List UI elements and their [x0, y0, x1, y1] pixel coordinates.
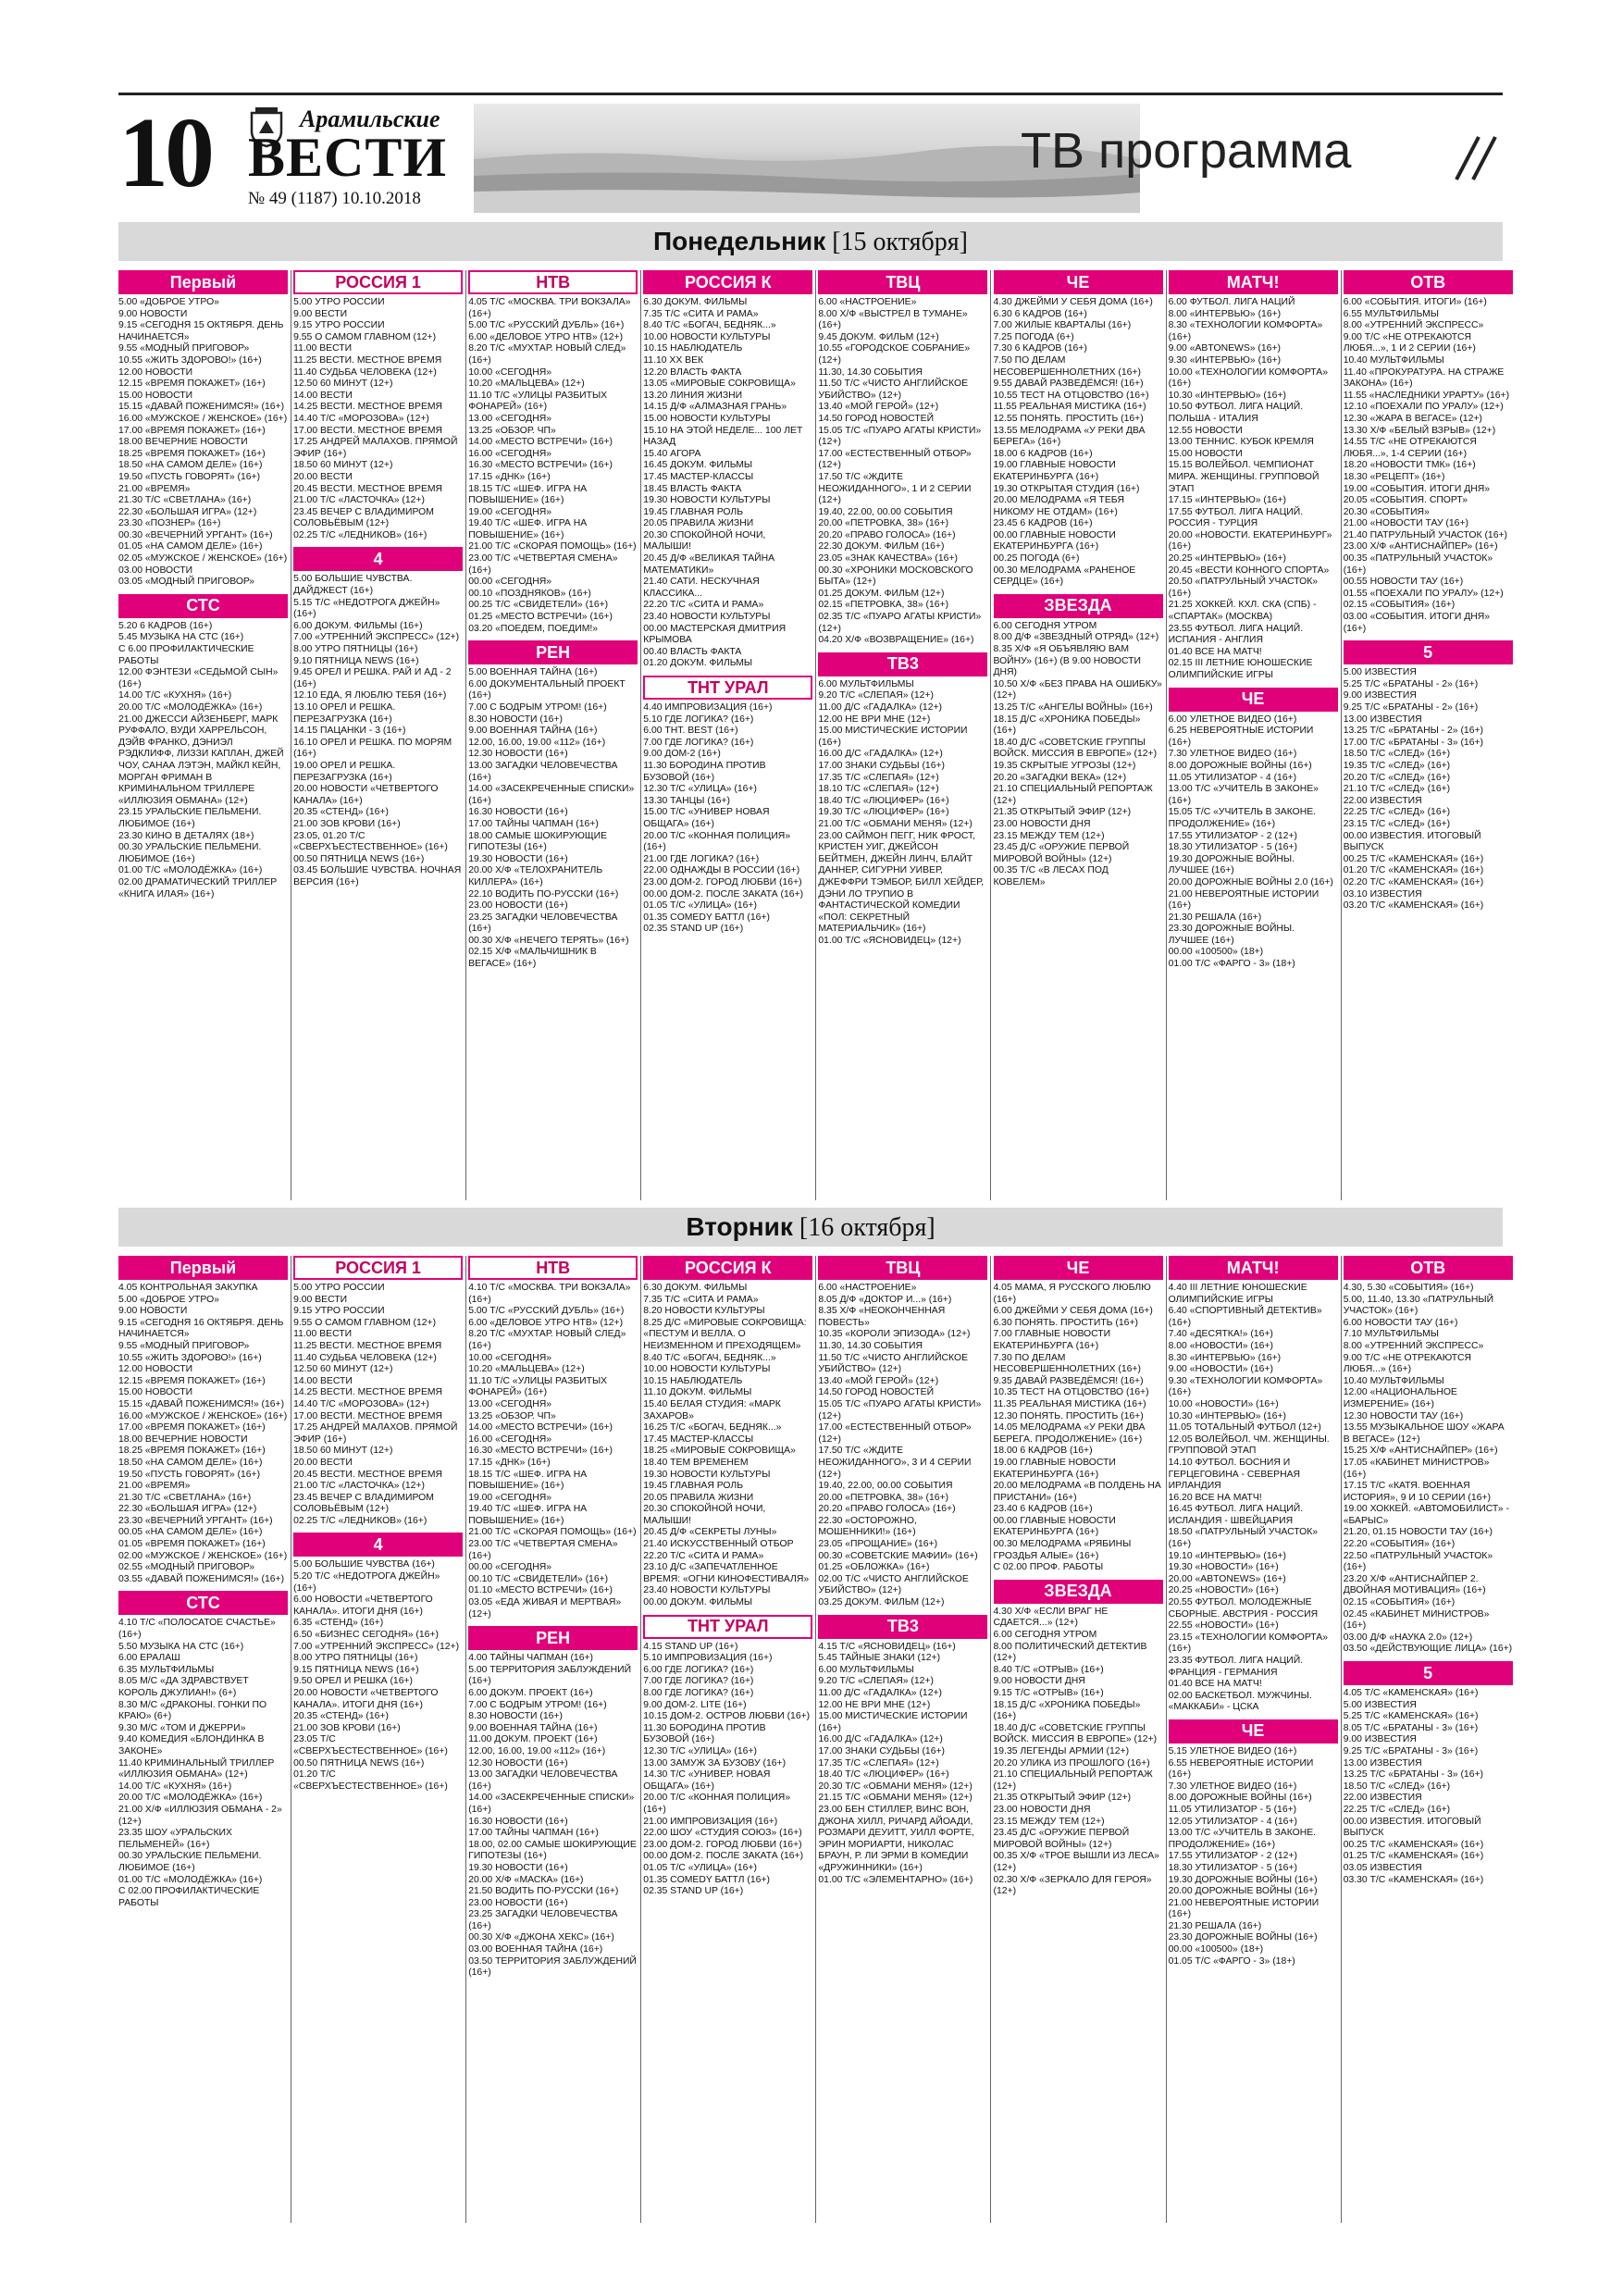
- channel-logo: ТВЦ: [818, 270, 987, 294]
- channel-logo: 4: [293, 547, 463, 571]
- logo-top-word: Арамильские: [300, 105, 440, 132]
- program-listings: 5.00 БОЛЬШИЕ ЧУВСТВА (16+) 5.20 Т/С «НЕДОТРОГА ДЖЕЙН» (16+) 6.00 НОВОСТИ «ЧЕТВЕРТОГО КАНАЛА». ИТОГИ ДНЯ (16+) 6.35 «СТЕНД» (16+) 6.50 «БИЗНЕС СЕГОДНЯ» (16+) 7.00 «УТРЕННИЙ ЭКСПРЕСС» (12+) 8.00 УТРО ПЯТНИЦЫ (16+) 9.15 ПЯТНИЦА NEWS (16+) 9.50 ОРЕЛ И РЕШКА (16+) 20.00 НОВОСТИ «ЧЕТВЕРТОГО КАНАЛА». ИТОГИ ДНЯ (16+) 20.35 «СТЕНД» (16+) 21.00 ЗОВ КРОВИ (16+) 23.05 Т/С «СВЕРХЪЕСТЕСТВЕННОЕ» (16+) 00.50 ПЯТНИЦА NEWS (16+) 01.20 Т/С «СВЕРХЪЕСТЕСТВЕННОЕ» (16+): [293, 1559, 460, 1792]
- day-header: [118, 222, 1503, 261]
- program-listings: 4.40 ИМПРОВИЗАЦИЯ (16+) 5.10 ГДЕ ЛОГИКА? (16+) 6.00 ТНТ. BEST (16+) 7.00 ГДЕ ЛОГИКА? (16+) 9.00 ДОМ-2 (16+) 11.30 БОРОДИНА ПРОТИВ БУЗОВОЙ (16+) 12.30 Т/С «УЛИЦА» (16+) 13.30 ТАНЦЫ (16+) 15.00 Т/С «УНИВЕР НОВАЯ ОБЩАГА» (16+) 20.00 Т/С «КОННАЯ ПОЛИЦИЯ» (16+) 21.00 ГДЕ ЛОГИКА? (16+) 22.00 ОДНАЖДЫ В РОССИИ (16+) 23.00 ДОМ-2. ГОРОД ЛЮБВИ (16+) 00.00 ДОМ-2. ПОСЛЕ ЗАКАТА (16+) 01.05 Т/С «УЛИЦА» (16+) 01.35 COMEDY БАТТЛ (16+) 02.35 STAND UP (16+): [643, 702, 804, 935]
- channel-column: [118, 270, 288, 900]
- channel-grid: [118, 270, 1510, 1200]
- channel-logo: ОТВ: [1344, 270, 1513, 294]
- program-listings: 4.05 КОНТРОЛЬНАЯ ЗАКУПКА 5.00 «ДОБРОЕ УТРО» 9.00 НОВОСТИ 9.15 «СЕГОДНЯ 16 ОКТЯБРЯ. ДЕНЬ НАЧИНАЕТСЯ» 9.55 «МОДНЫЙ ПРИГОВОР» 10.55 «ЖИТЬ ЗДОРОВО!» (16+) 12.00 НОВОСТИ 12.15 «ВРЕМЯ ПОКАЖЕТ» (16+) 15.00 НОВОСТИ 15.15 «ДАВАЙ ПОЖЕНИМСЯ!» (16+) 16.00 «МУЖСКОЕ / ЖЕНСКОЕ» (16+) 17.00 «ВРЕМЯ ПОКАЖЕТ» (16+) 18.00 ВЕЧЕРНИЕ НОВОСТИ 18.25 «ВРЕМЯ ПОКАЖЕТ» (16+) 18.50 «НА САМОМ ДЕЛЕ» (16+) 19.50 «ПУСТЬ ГОВОРЯТ» (16+) 21.00 «ВРЕМЯ» 21.30 Т/С «СВЕТЛАНА» (16+) 22.30 «БОЛЬШАЯ ИГРА» (12+) 23.30 «ВЕЧЕРНИЙ УРГАНТ» (16+) 00.05 «НА САМОМ ДЕЛЕ» (16+) 01.05 «ВРЕМЯ ПОКАЖЕТ» (16+) 02.00 «МУЖСКОЕ / ЖЕНСКОЕ» (16+) 02.55 «МОДНЫЙ ПРИГОВОР» 03.55 «ДАВАЙ ПОЖЕНИМСЯ!» (16+): [118, 1283, 288, 1584]
- channel-logo: ЧЕ: [994, 1256, 1163, 1280]
- channel-logo: ТВЦ: [818, 1256, 987, 1280]
- channel-logo: РОССИЯ К: [643, 1256, 812, 1280]
- channel-logo: РОССИЯ 1: [293, 270, 463, 294]
- channel-logo: ЧЕ: [1169, 688, 1338, 712]
- channel-column: [643, 270, 812, 936]
- program-listings: 4.10 Т/С «МОСКВА. ТРИ ВОКЗАЛА» (16+) 5.00 Т/С «РУССКИЙ ДУБЛЬ» (16+) 6.00 «ДЕЛОВОЕ УТРО НТВ» (12+) 8.20 Т/С «МУХТАР. НОВЫЙ СЛЕД» (16+) 10.00 «СЕГОДНЯ» 10.20 «МАЛЬЦЕВА» (12+) 11.10 Т/С «УЛИЦЫ РАЗБИТЫХ ФОНАРЕЙ» (16+) 13.00 «СЕГОДНЯ» 13.25 «ОБЗОР. ЧП» 14.00 «МЕСТО ВСТРЕЧИ» (16+) 16.00 «СЕГОДНЯ» 16.30 «МЕСТО ВСТРЕЧИ» (16+) 17.15 «ДНК» (16+) 18.15 Т/С «ШЕФ. ИГРА НА ПОВЫШЕНИЕ» (16+) 19.00 «СЕГОДНЯ» 19.40 Т/С «ШЕФ. ИГРА НА ПОВЫШЕНИЕ» (16+) 21.00 Т/С «СКОРАЯ ПОМОЩЬ» (16+) 23.00 Т/С «ЧЕТВЕРТАЯ СМЕНА» (16+) 00.00 «СЕГОДНЯ» 00.10 Т/С «СВИДЕТЕЛИ» (16+) 01.10 «МЕСТО ВСТРЕЧИ» (16+) 03.05 «ЕДА ЖИВАЯ И МЕРТВАЯ» (12+): [468, 1283, 637, 1620]
- day-header: [118, 1208, 1503, 1247]
- day-name: Понедельник: [653, 227, 826, 255]
- column-divider: [1341, 270, 1342, 1200]
- channel-logo: ТВ3: [818, 1615, 987, 1639]
- program-listings: 4.05 МАМА, Я РУССКОГО ЛЮБЛЮ (16+) 6.00 ДЖЕЙМИ У СЕБЯ ДОМА (16+) 6.30 ПОНЯТЬ. ПРОСТИТЬ (16+) 7.00 ГЛАВНЫЕ НОВОСТИ ЕКАТЕРИНБУРГА (16+) 7.30 ПО ДЕЛАМ НЕСОВЕРШЕННОЛЕТНИХ (16+) 9.35 ДАВАЙ РАЗВЕДЁМСЯ! (16+) 10.35 ТЕСТ НА ОТЦОВСТВО (16+) 11.35 РЕАЛЬНАЯ МИСТИКА (16+) 12.30 ПОНЯТЬ. ПРОСТИТЬ (16+) 14.05 МЕЛОДРАМА «У РЕКИ ДВА БЕРЕГА. ПРОДОЛЖЕНИЕ» (16+) 18.00 6 КАДРОВ (16+) 19.00 ГЛАВНЫЕ НОВОСТИ ЕКАТЕРИНБУРГА (16+) 20.00 МЕЛОДРАМА «В ПОЛДЕНЬ НА ПРИСТАНИ» (16+) 23.40 6 КАДРОВ (16+) 00.00 ГЛАВНЫЕ НОВОСТИ ЕКАТЕРИНБУРГА (16+) 00.30 МЕЛОДРАМА «РЯБИНЫ ГРОЗДЬЯ АЛЫЕ» (16+) С 02.00 ПРОФ. РАБОТЫ: [993, 1283, 1161, 1573]
- channel-logo: НТВ: [468, 270, 638, 294]
- channel-column: [994, 1256, 1163, 1898]
- channel-column: [468, 1256, 638, 1980]
- column-divider: [815, 270, 816, 1200]
- channel-logo: 5: [1344, 1661, 1513, 1685]
- program-listings: 4.15 STAND UP (16+) 5.10 ИМПРОВИЗАЦИЯ (16+) 6.00 ГДЕ ЛОГИКА? (16+) 7.00 ГДЕ ЛОГИКА? (16+) 8.00 ГДЕ ЛОГИКА? (16+) 9.00 ДОМ-2. LITE (16+) 10.15 ДОМ-2. ОСТРОВ ЛЮБВИ (16+) 11.30 БОРОДИНА ПРОТИВ БУЗОВОЙ (16+) 12.30 Т/С «УЛИЦА» (16+) 13.00 ЗАМУЖ ЗА БУЗОВУ (16+) 14.30 Т/С «УНИВЕР. НОВАЯ ОБЩАГА» (16+) 20.00 Т/С «КОННАЯ ПОЛИЦИЯ» (16+) 21.00 ИМПРОВИЗАЦИЯ (16+) 22.00 ШОУ «СТУДИЯ СОЮЗ» (16+) 23.00 ДОМ-2. ГОРОД ЛЮБВИ (16+) 00.00 ДОМ-2. ПОСЛЕ ЗАКАТА (16+) 01.05 Т/С «УЛИЦА» (16+) 01.35 COMEDY БАТТЛ (16+) 02.35 STAND UP (16+): [643, 1641, 811, 1897]
- channel-logo: СТС: [118, 594, 288, 618]
- program-listings: 5.00 «ДОБРОЕ УТРО» 9.00 НОВОСТИ 9.15 «СЕГОДНЯ 15 ОКТЯБРЯ. ДЕНЬ НАЧИНАЕТСЯ» 9.55 «МОДНЫЙ ПРИГОВОР» 10.55 «ЖИТЬ ЗДОРОВО!» (16+) 12.00 НОВОСТИ 12.15 «ВРЕМЯ ПОКАЖЕТ» (16+) 15.00 НОВОСТИ 15.15 «ДАВАЙ ПОЖЕНИМСЯ!» (16+) 16.00 «МУЖСКОЕ / ЖЕНСКОЕ» (16+) 17.00 «ВРЕМЯ ПОКАЖЕТ» (16+) 18.00 ВЕЧЕРНИЕ НОВОСТИ 18.25 «ВРЕМЯ ПОКАЖЕТ» (16+) 18.50 «НА САМОМ ДЕЛЕ» (16+) 19.50 «ПУСТЬ ГОВОРЯТ» (16+) 21.00 «ВРЕМЯ» 21.30 Т/С «СВЕТЛАНА» (16+) 22.30 «БОЛЬШАЯ ИГРА» (12+) 23.30 «ПОЗНЕР» (16+) 00.30 «ВЕЧЕРНИЙ УРГАНТ» (16+) 01.05 «НА САМОМ ДЕЛЕ» (16+) 02.05 «МУЖСКОЕ / ЖЕНСКОЕ» (16+) 03.00 НОВОСТИ 03.05 «МОДНЫЙ ПРИГОВОР»: [118, 297, 288, 588]
- channel-column: [468, 270, 638, 971]
- program-listings: 6.30 ДОКУМ. ФИЛЬМЫ 7.35 Т/С «СИТА И РАМА» 8.20 НОВОСТИ КУЛЬТУРЫ 8.25 Д/С «МИРОВЫЕ СОКРОВИЩА: «ПЕСТУМ И ВЕЛЛА. О НЕИЗМЕННОМ И ПРЕХОДЯЩЕМ» 8.40 Т/С «БОГАЧ, БЕДНЯК...» 10.00 НОВОСТИ КУЛЬТУРЫ 10.15 НАБЛЮДАТЕЛЬ 11.10 ДОКУМ. ФИЛЬМЫ 15.40 БЕЛАЯ СТУДИЯ: «МАРК ЗАХАРОВ» 16.25 Т/С «БОГАЧ, БЕДНЯК...» 17.45 МАСТЕР-КЛАССЫ 18.25 «МИРОВЫЕ СОКРОВИЩА» 18.40 ТЕМ ВРЕМЕНЕМ 19.30 НОВОСТИ КУЛЬТУРЫ 19.45 ГЛАВНАЯ РОЛЬ 20.05 ПРАВИЛА ЖИЗНИ 20.30 СПОКОЙНОЙ НОЧИ, МАЛЫШИ! 20.45 Д/Ф «СЕКРЕТЫ ЛУНЫ» 21.40 ИСКУССТВЕННЫЙ ОТБОР 22.20 Т/С «СИТА И РАМА» 23.10 Д/С «ЗАПЕЧАТЛЕННОЕ ВРЕМЯ: «ОГНИ КИНОФЕСТИВАЛЯ» 23.40 НОВОСТИ КУЛЬТУРЫ 00.00 ДОКУМ. ФИЛЬМЫ: [643, 1283, 810, 1608]
- program-listings: 4.00 ТАЙНЫ ЧАПМАН (16+) 5.00 ТЕРРИТОРИЯ ЗАБЛУЖДЕНИЙ (16+) 6.00 ДОКУМ. ПРОЕКТ (16+) 7.00 С БОДРЫМ УТРОМ! (16+) 8.30 НОВОСТИ (16+) 9.00 ВОЕННАЯ ТАЙНА (16+) 11.00 ДОКУМ. ПРОЕКТ (16+) 12.00, 16.00, 19.00 «112» (16+) 12.30 НОВОСТИ (16+) 13.00 ЗАГАДКИ ЧЕЛОВЕЧЕСТВА (16+) 14.00 «ЗАСЕКРЕЧЕННЫЕ СПИСКИ» (16+) 16.30 НОВОСТИ (16+) 17.00 ТАЙНЫ ЧАПМАН (16+) 18.00, 02.00 САМЫЕ ШОКИРУЮЩИЕ ГИПОТЕЗЫ (16+) 19.30 НОВОСТИ (16+) 20.00 Х/Ф «МАСКА» (16+) 21.50 ВОДИТЬ ПО-РУССКИ (16+) 23.00 НОВОСТИ (16+) 23.25 ЗАГАДКИ ЧЕЛОВЕЧЕСТВА (16+) 00.30 Х/Ф «ДЖОНА ХЕКС» (16+) 03.00 ВОЕННАЯ ТАЙНА (16+) 03.50 ТЕРРИТОРИЯ ЗАБЛУЖДЕНИЙ (16+): [468, 1653, 637, 1979]
- day-date: [15 октября]: [825, 228, 968, 256]
- channel-column: [994, 270, 1163, 889]
- program-listings: 4.05 Т/С «КАМЕНСКАЯ» (16+) 5.00 ИЗВЕСТИЯ 5.25 Т/С «КАМЕНСКАЯ» (16+) 8.05 Т/С «БРАТАНЫ - 3» (16+) 9.00 ИЗВЕСТИЯ 9.25 Т/С «БРАТАНЫ - 3» (16+) 13.00 ИЗВЕСТИЯ 13.25 Т/С «БРАТАНЫ - 3» (16+) 18.50 Т/С «СЛЕД» (16+) 22.00 ИЗВЕСТИЯ 22.25 Т/С «СЛЕД» (16+) 00.00 ИЗВЕСТИЯ. ИТОГОВЫЙ ВЫПУСК 00.25 Т/С «КАМЕНСКАЯ» (16+) 01.25 Т/С «КАМЕНСКАЯ» (16+) 03.05 ИЗВЕСТИЯ 03.30 Т/С «КАМЕНСКАЯ» (16+): [1343, 1688, 1484, 1885]
- program-listings: 5.00 БОЛЬШИЕ ЧУВСТВА. ДАЙДЖЕСТ (16+) 5.15 Т/С «НЕДОТРОГА ДЖЕЙН» (16+) 6.00 ДОКУМ. ФИЛЬМЫ (16+) 7.00 «УТРЕННИЙ ЭКСПРЕСС» (12+) 8.00 УТРО ПЯТНИЦЫ (16+) 9.10 ПЯТНИЦА NEWS (16+) 9.45 ОРЕЛ И РЕШКА. РАЙ И АД - 2 (16+) 12.10 ЕДА, Я ЛЮБЛЮ ТЕБЯ (16+) 13.10 ОРЕЛ И РЕШКА. ПЕРЕЗАГРУЗКА (16+) 14.15 ПАЦАНКИ - 3 (16+) 16.10 ОРЕЛ И РЕШКА. ПО МОРЯМ (16+) 19.00 ОРЕЛ И РЕШКА. ПЕРЕЗАГРУЗКА (16+) 20.00 НОВОСТИ «ЧЕТВЕРТОГО КАНАЛА» (16+) 20.35 «СТЕНД» (16+) 21.00 ЗОВ КРОВИ (16+) 23.05, 01.20 Т/С «СВЕРХЪЕСТЕСТВЕННОЕ» (16+) 00.50 ПЯТНИЦА NEWS (16+) 03.45 БОЛЬШИЕ ЧУВСТВА. НОЧНАЯ ВЕРСИЯ (16+): [293, 574, 462, 887]
- program-listings: 5.00 ВОЕННАЯ ТАЙНА (16+) 6.00 ДОКУМЕНТАЛЬНЫЙ ПРОЕКТ (16+) 7.00 С БОДРЫМ УТРОМ! (16+) 8.30 НОВОСТИ (16+) 9.00 ВОЕННАЯ ТАЙНА (16+) 12.00, 16.00, 19.00 «112» (16+) 12.30 НОВОСТИ (16+) 13.00 ЗАГАДКИ ЧЕЛОВЕЧЕСТВА (16+) 14.00 «ЗАСЕКРЕЧЕННЫЕ СПИСКИ» (16+) 16.30 НОВОСТИ (16+) 17.00 ТАЙНЫ ЧАПМАН (16+) 18.00 САМЫЕ ШОКИРУЮЩИЕ ГИПОТЕЗЫ (16+) 19.30 НОВОСТИ (16+) 20.00 Х/Ф «ТЕЛОХРАНИТЕЛЬ КИЛЛЕРА» (16+) 22.10 ВОДИТЬ ПО-РУССКИ (16+) 23.00 НОВОСТИ (16+) 23.25 ЗАГАДКИ ЧЕЛОВЕЧЕСТВА (16+) 00.30 Х/Ф «НЕЧЕГО ТЕРЯТЬ» (16+) 02.15 Х/Ф «МАЛЬЧИШНИК В ВЕГАСЕ» (16+): [468, 667, 635, 970]
- issue-line: № 49 (1187) 10.10.2018: [248, 189, 421, 208]
- program-listings: 6.00 УЛЕТНОЕ ВИДЕО (16+) 6.25 НЕВЕРОЯТНЫЕ ИСТОРИИ (16+) 7.30 УЛЕТНОЕ ВИДЕО (16+) 8.00 ДОРОЖНЫЕ ВОЙНЫ (16+) 11.05 УТИЛИЗАТОР - 4 (16+) 13.00 Т/С «УЧИТЕЛЬ В ЗАКОНЕ» (16+) 15.05 Т/С «УЧИТЕЛЬ В ЗАКОНЕ. ПРОДОЛЖЕНИЕ» (16+) 17.55 УТИЛИЗАТОР - 2 (12+) 18.30 УТИЛИЗАТОР - 5 (16+) 19.30 ДОРОЖНЫЕ ВОЙНЫ. ЛУЧШЕЕ (16+) 20.00 ДОРОЖНЫЕ ВОЙНЫ 2.0 (16+) 21.00 НЕВЕРОЯТНЫЕ ИСТОРИИ (16+) 21.30 РЕШАЛА (16+) 23.30 ДОРОЖНЫЕ ВОЙНЫ. ЛУЧШЕЕ (16+) 00.00 «100500» (18+) 01.00 Т/С «ФАРГО - 3» (18+): [1168, 714, 1333, 970]
- channel-column: [818, 270, 987, 947]
- program-listings: 4.10 Т/С «ПОЛОСАТОЕ СЧАСТЬЕ» (16+) 5.50 МУЗЫКА НА СТС (16+) 6.00 ЕРАЛАШ 6.35 МУЛЬТФИЛЬМЫ 8.05 М/С «ДА ЗДРАВСТВУЕТ КОРОЛЬ ДЖУЛИАН!» (6+) 8.30 М/С «ДРАКОНЫ. ГОНКИ ПО КРАЮ» (6+) 9.30 М/С «ТОМ И ДЖЕРРИ» 9.40 КОМЕДИЯ «БЛОНДИНКА В ЗАКОНЕ» 11.40 КРИМИНАЛЬНЫЙ ТРИЛЛЕР «ИЛЛЮЗИЯ ОБМАНА» (12+) 14.00 Т/С «КУХНЯ» (16+) 20.00 Т/С «МОЛОДЁЖКА» (16+) 21.00 Х/Ф «ИЛЛЮЗИЯ ОБМАНА - 2» (12+) 23.35 ШОУ «УРАЛЬСКИХ ПЕЛЬМЕНЕЙ» (16+) 00.30 УРАЛЬСКИЕ ПЕЛЬМЕНИ. ЛЮБИМОЕ (16+) 01.00 Т/С «МОЛОДЁЖКА» (16+) С 02.00 ПРОФИЛАКТИЧЕСКИЕ РАБОТЫ: [118, 1618, 282, 1908]
- column-divider: [815, 1256, 816, 2223]
- channel-logo: ЧЕ: [1169, 1719, 1338, 1744]
- program-listings: 6.30 ДОКУМ. ФИЛЬМЫ 7.35 Т/С «СИТА И РАМА» 8.40 Т/С «БОГАЧ, БЕДНЯК...» 10.00 НОВОСТИ КУЛЬТУРЫ 10.15 НАБЛЮДАТЕЛЬ 11.10 XX ВЕК 12.20 ВЛАСТЬ ФАКТА 13.05 «МИРОВЫЕ СОКРОВИЩА» 13.20 ЛИНИЯ ЖИЗНИ 14.15 Д/Ф «АЛМАЗНАЯ ГРАНЬ» 15.00 НОВОСТИ КУЛЬТУРЫ 15.10 НА ЭТОЙ НЕДЕЛЕ... 100 ЛЕТ НАЗАД 15.40 АГОРА 16.45 ДОКУМ. ФИЛЬМЫ 17.45 МАСТЕР-КЛАССЫ 18.45 ВЛАСТЬ ФАКТА 19.30 НОВОСТИ КУЛЬТУРЫ 19.45 ГЛАВНАЯ РОЛЬ 20.05 ПРАВИЛА ЖИЗНИ 20.30 СПОКОЙНОЙ НОЧИ, МАЛЫШИ! 20.45 Д/Ф «ВЕЛИКАЯ ТАЙНА МАТЕМАТИКИ» 21.40 САТИ. НЕСКУЧНАЯ КЛАССИКА... 22.20 Т/С «СИТА И РАМА» 23.40 НОВОСТИ КУЛЬТУРЫ 00.00 МАСТЕРСКАЯ ДМИТРИЯ КРЫМОВА 00.40 ВЛАСТЬ ФАКТА 01.20 ДОКУМ. ФИЛЬМЫ: [643, 297, 803, 669]
- double-slash-icon: [1451, 135, 1501, 181]
- channel-logo: ЗВЕЗДА: [994, 1580, 1163, 1604]
- program-listings: 4.30, 5.30 «СОБЫТИЯ» (16+) 5.00, 11.40, 13.30 «ПАТРУЛЬНЫЙ УЧАСТОК» (16+) 6.00 НОВОСТИ ТАУ (16+) 7.10 МУЛЬТФИЛЬМЫ 8.00 «УТРЕННИЙ ЭКСПРЕСС» 9.00 Т/С «НЕ ОТРЕКАЮТСЯ ЛЮБЯ...» (16+) 10.40 МУЛЬТФИЛЬМЫ 12.00 «НАЦИОНАЛЬНОЕ ИЗМЕРЕНИЕ» (16+) 12.30 НОВОСТИ ТАУ (16+) 13.55 МУЗЫКАЛЬНОЕ ШОУ «ЖАРА В ВЕГАСЕ» (12+) 15.25 Х/Ф «АНТИСНАЙПЕР» (16+) 17.05 «КАБИНЕТ МИНИСТРОВ» (16+) 17.15 Т/С «КАТЯ. ВОЕННАЯ ИСТОРИЯ», 9 И 10 СЕРИИ (16+) 19.00 ХОККЕЙ. «АВТОМОБИЛИСТ» - «БАРЫС» 21.20, 01.15 НОВОСТИ ТАУ (16+) 22.20 «СОБЫТИЯ» (16+) 22.50 «ПАТРУЛЬНЫЙ УЧАСТОК» (16+) 23.20 Х/Ф «АНТИСНАЙПЕР 2. ДВОЙНАЯ МОТИВАЦИЯ» (16+) 02.15 «СОБЫТИЯ» (16+) 02.45 «КАБИНЕТ МИНИСТРОВ» (16+) 03.00 Д/Ф «НАУКА 2.0» (12+) 03.50 «ДЕЙСТВУЮЩИЕ ЛИЦА» (16+): [1343, 1283, 1513, 1655]
- channel-column: [118, 1256, 288, 1909]
- program-listings: 6.00 ФУТБОЛ. ЛИГА НАЦИЙ 8.00 «ИНТЕРВЬЮ» (16+) 8.30 «ТЕХНОЛОГИИ КОМФОРТА» (16+) 9.00 «ABTONEWS» (16+) 9.30 «ИНТЕРВЬЮ» (16+) 10.00 «ТЕХНОЛОГИИ КОМФОРТА» (16+) 10.30 «ИНТЕРВЬЮ» (16+) 10.50 ФУТБОЛ. ЛИГА НАЦИЙ. ПОЛЬША - ИТАЛИЯ 12.55 НОВОСТИ 13.00 ТЕННИС. КУБОК КРЕМЛЯ 15.00 НОВОСТИ 15.15 ВОЛЕЙБОЛ. ЧЕМПИОНАТ МИРА. ЖЕНЩИНЫ. ГРУППОВОЙ ЭТАП 17.15 «ИНТЕРВЬЮ» (16+) 17.55 ФУТБОЛ. ЛИГА НАЦИЙ. РОССИЯ - ТУРЦИЯ 20.00 «НОВОСТИ. ЕКАТЕРИНБУРГ» (16+) 20.25 «ИНТЕРВЬЮ» (16+) 20.45 «ВЕСТИ КОННОГО СПОРТА» 20.50 «ПАТРУЛЬНЫЙ УЧАСТОК» (16+) 21.25 ХОККЕЙ. КХЛ. СКА (СПБ) - «СПАРТАК» (МОСКВА) 23.55 ФУТБОЛ. ЛИГА НАЦИЙ. ИСПАНИЯ - АНГЛИЯ 01.40 ВСЕ НА МАТЧ! 02.15 III ЛЕТНИЕ ЮНОШЕСКИЕ ОЛИМПИЙСКИЕ ИГРЫ: [1168, 297, 1332, 680]
- program-listings: 4.30 Х/Ф «ЕСЛИ ВРАГ НЕ СДАЕТСЯ...» (12+) 6.00 СЕГОДНЯ УТРОМ 8.00 ПОЛИТИЧЕСКИЙ ДЕТЕКТИВ (12+) 8.40 Т/С «ОТРЫВ» (16+) 9.00 НОВОСТИ ДНЯ 9.15 Т/С «ОТРЫВ» (16+) 18.15 Д/С «ХРОНИКА ПОБЕДЫ» (16+) 18.40 Д/С «СОВЕТСКИЕ ГРУППЫ ВОЙСК. МИССИЯ В ЕВРОПЕ» (12+) 19.35 ЛЕГЕНДЫ АРМИИ (12+) 20.20 УЛИКА ИЗ ПРОШЛОГО (16+) 21.10 СПЕЦИАЛЬНЫЙ РЕПОРТАЖ (12+) 21.35 ОТКРЫТЫЙ ЭФИР (12+) 23.00 НОВОСТИ ДНЯ 23.15 МЕЖДУ ТЕМ (12+) 23.45 Д/С «ОРУЖИЕ ПЕРВОЙ МИРОВОЙ ВОЙНЫ» (12+) 00.35 Х/Ф «ТРОЕ ВЫШЛИ ИЗ ЛЕСА» (12+) 02.30 Х/Ф «ЗЕРКАЛО ДЛЯ ГЕРОЯ» (12+): [993, 1606, 1159, 1897]
- channel-logo: ОТВ: [1344, 1256, 1513, 1280]
- program-listings: 4.30 ДЖЕЙМИ У СЕБЯ ДОМА (16+) 6.30 6 КАДРОВ (16+) 7.00 ЖИЛЫЕ КВАРТАЛЫ (16+) 7.25 ПОГОДА (6+) 7.30 6 КАДРОВ (16+) 7.50 ПО ДЕЛАМ НЕСОВЕРШЕННОЛЕТНИХ (16+) 9.55 ДАВАЙ РАЗВЕДЁМСЯ! (16+) 10.55 ТЕСТ НА ОТЦОВСТВО (16+) 11.55 РЕАЛЬНАЯ МИСТИКА (16+) 12.55 ПОНЯТЬ. ПРОСТИТЬ (16+) 13.55 МЕЛОДРАМА «У РЕКИ ДВА БЕРЕГА» (16+) 18.00 6 КАДРОВ (16+) 19.00 ГЛАВНЫЕ НОВОСТИ ЕКАТЕРИНБУРГА (16+) 19.30 ОТКРЫТАЯ СТУДИЯ (16+) 20.00 МЕЛОДРАМА «Я ТЕБЯ НИКОМУ НЕ ОТДАМ» (16+) 23.45 6 КАДРОВ (16+) 00.00 ГЛАВНЫЕ НОВОСТИ ЕКАТЕРИНБУРГА (16+) 00.25 ПОГОДА (6+) 00.30 МЕЛОДРАМА «РАНЕНОЕ СЕРДЦЕ» (16+): [993, 297, 1153, 588]
- channel-column: [1344, 1256, 1513, 1886]
- day-name: Вторник: [686, 1212, 793, 1241]
- program-listings: 4.40 III ЛЕТНИЕ ЮНОШЕСКИЕ ОЛИМПИЙСКИЕ ИГРЫ 6.40 «СПОРТИВНЫЙ ДЕТЕКТИВ» (16+) 7.40 «ДЕСЯТКА!» (16+) 8.00 «НОВОСТИ» (16+) 8.30 «ИНТЕРВЬЮ» (16+) 9.00 «НОВОСТИ» (16+) 9.30 «ТЕХНОЛОГИИ КОМФОРТА» (16+) 10.00 «НОВОСТИ» (16+) 10.30 «ИНТЕРВЬЮ» (16+) 11.05 ТОТАЛЬНЫЙ ФУТБОЛ (12+) 12.05 ВОЛЕЙБОЛ. ЧМ. ЖЕНЩИНЫ. ГРУППОВОЙ ЭТАП 14.10 ФУТБОЛ. БОСНИЯ И ГЕРЦЕГОВИНА - СЕВЕРНАЯ ИРЛАНДИЯ 16.20 ВСЕ НА МАТЧ! 16.45 ФУТБОЛ. ЛИГА НАЦИЙ. ИСЛАНДИЯ - ШВЕЙЦАРИЯ 18.50 «ПАТРУЛЬНЫЙ УЧАСТОК» (16+) 19.10 «ИНТЕРВЬЮ» (16+) 19.30 «НОВОСТИ» (16+) 20.00 «ABTONEWS» (16+) 20.25 «НОВОСТИ» (16+) 20.55 ФУТБОЛ. МОЛОДЕЖНЫЕ СБОРНЫЕ. АВСТРИЯ - РОССИЯ 22.55 «НОВОСТИ» (16+) 23.15 «ТЕХНОЛОГИИ КОМФОРТА» (16+) 23.35 ФУТБОЛ. ЛИГА НАЦИЙ. ФРАНЦИЯ - ГЕРМАНИЯ 01.40 ВСЕ НА МАТЧ! 02.00 БАСКЕТБОЛ. МУЖЧИНЫ. «МАККАБИ» - ЦСКА: [1168, 1283, 1330, 1713]
- program-listings: 5.20 6 КАДРОВ (16+) 5.45 МУЗЫКА НА СТС (16+) С 6.00 ПРОФИЛАКТИЧЕСКИЕ РАБОТЫ 12.00 ФЭНТЕЗИ «СЕДЬМОЙ СЫН» (16+) 14.00 Т/С «КУХНЯ» (16+) 20.00 Т/С «МОЛОДЁЖКА» (16+) 21.00 ДЖЕССИ АЙЗЕНБЕРГ, МАРК РУФФАЛО, ВУДИ ХАРРЕЛЬСОН, ДЭЙВ ФРАНКО, ДЭНИЭЛ РЭДКЛИФФ, ЛИЗЗИ КАПЛАН, ДЖЕЙ ЧОУ, САНАА ЛЭТЭН, МАЙКЛ КЕЙН, МОРГАН ФРИМАН В КРИМИНАЛЬНОМ ТРИЛЛЕРЕ «ИЛЛЮЗИЯ ОБМАНА» (12+) 23.15 УРАЛЬСКИЕ ПЕЛЬМЕНИ. ЛЮБИМОЕ (16+) 23.30 КИНО В ДЕТАЛЯХ (18+) 00.30 УРАЛЬСКИЕ ПЕЛЬМЕНИ. ЛЮБИМОЕ (16+) 01.00 Т/С «МОЛОДЁЖКА» (16+) 02.00 ДРАМАТИЧЕСКИЙ ТРИЛЛЕР «КНИГА ИЛАЯ» (16+): [118, 620, 284, 900]
- channel-logo: 5: [1344, 640, 1513, 664]
- column-divider: [465, 270, 466, 1200]
- program-listings: 6.00 «НАСТРОЕНИЕ» 8.00 Х/Ф «ВЫСТРЕЛ В ТУМАНЕ» (16+) 9.45 ДОКУМ. ФИЛЬМ (12+) 10.55 «ГОРОДСКОЕ СОБРАНИЕ» (12+) 11.30, 14.30 СОБЫТИЯ 11.50 Т/С «ЧИСТО АНГЛИЙСКОЕ УБИЙСТВО» (12+) 13.40 «МОЙ ГЕРОЙ» (12+) 14.50 ГОРОД НОВОСТЕЙ 15.05 Т/С «ПУАРО АГАТЫ КРИСТИ» (12+) 17.00 «ЕСТЕСТВЕННЫЙ ОТБОР» (12+) 17.50 Т/С «ЖДИТЕ НЕОЖИДАННОГО», 1 И 2 СЕРИИ (12+) 19.40, 22.00, 00.00 СОБЫТИЯ 20.00 «ПЕТРОВКА, 38» (16+) 20.20 «ПРАВО ГОЛОСА» (16+) 22.30 ДОКУМ. ФИЛЬМ (16+) 23.05 «ЗНАК КАЧЕСТВА» (16+) 00.30 «ХРОНИКИ МОСКОВСКОГО БЫТА» (12+) 01.25 ДОКУМ. ФИЛЬМ (12+) 02.15 «ПЕТРОВКА, 38» (16+) 02.35 Т/С «ПУАРО АГАТЫ КРИСТИ» (12+) 04.20 Х/Ф «ВОЗВРАЩЕНИЕ» (16+): [818, 297, 982, 646]
- page-number: 10: [118, 98, 211, 208]
- program-listings: 6.00 МУЛЬТФИЛЬМЫ 9.20 Т/С «СЛЕПАЯ» (12+) 11.00 Д/С «ГАДАЛКА» (12+) 12.00 НЕ ВРИ МНЕ (12+) 15.00 МИСТИЧЕСКИЕ ИСТОРИИ (16+) 16.00 Д/С «ГАДАЛКА» (12+) 17.00 ЗНАКИ СУДЬБЫ (16+) 17.35 Т/С «СЛЕПАЯ» (12+) 18.10 Т/С «СЛЕПАЯ» (12+) 18.40 Т/С «ЛЮЦИФЕР» (16+) 19.30 Т/С «ЛЮЦИФЕР» (16+) 21.00 Т/С «ОБМАНИ МЕНЯ» (12+) 23.00 САЙМОН ПЕГГ, НИК ФРОСТ, КРИСТЕН УИГ, ДЖЕЙСОН БЕЙТМЕН, ДЖЕЙН ЛИНЧ, БЛАЙТ ДАННЕР, СИГУРНИ УИВЕР, ДЖЕФФРИ ТЭМБОР, БИЛЛ ХЕЙДЕР, ДЭНИ ЛО ТРУПИО В ФАНТАСТИЧЕСКОЙ КОМЕДИИ «ПОЛ: СЕКРЕТНЫЙ МАТЕРИАЛЬЧИК» (16+) 01.00 Т/С «ЯСНОВИДЕЦ» (12+): [818, 678, 984, 946]
- channel-logo: МАТЧ!: [1169, 1256, 1338, 1280]
- column-divider: [1341, 1256, 1342, 2223]
- channel-logo: Первый: [118, 1256, 288, 1280]
- program-listings: 5.15 УЛЕТНОЕ ВИДЕО (16+) 6.55 НЕВЕРОЯТНЫЕ ИСТОРИИ (16+) 7.30 УЛЕТНОЕ ВИДЕО (16+) 8.00 ДОРОЖНЫЕ ВОЙНЫ (16+) 11.05 УТИЛИЗАТОР - 5 (16+) 12.05 УТИЛИЗАТОР - 4 (16+) 13.00 Т/С «УЧИТЕЛЬ В ЗАКОНЕ. ПРОДОЛЖЕНИЕ» (16+) 17.55 УТИЛИЗАТОР - 2 (12+) 18.30 УТИЛИЗАТОР - 5 (16+) 19.30 ДОРОЖНЫЕ ВОЙНЫ (16+) 20.00 ДОРОЖНЫЕ ВОЙНЫ (16+) 21.00 НЕВЕРОЯТНЫЕ ИСТОРИИ (16+) 21.30 РЕШАЛА (16+) 23.30 ДОРОЖНЫЕ ВОЙНЫ (16+) 00.00 «100500» (18+) 01.05 Т/С «ФАРГО - 3» (18+): [1168, 1745, 1319, 1967]
- column-divider: [640, 1256, 641, 2223]
- column-divider: [990, 270, 991, 1200]
- column-divider: [465, 1256, 466, 2223]
- channel-logo: ЗВЕЗДА: [994, 594, 1163, 618]
- channel-logo: ТНТ УРАЛ: [643, 1615, 812, 1639]
- newspaper-page: [118, 93, 1513, 2240]
- channel-column: [1169, 270, 1338, 971]
- program-listings: 5.00 УТРО РОССИИ 9.00 ВЕСТИ 9.15 УТРО РОССИИ 9.55 О САМОМ ГЛАВНОМ (12+) 11.00 ВЕСТИ 11.25 ВЕСТИ. МЕСТНОЕ ВРЕМЯ 11.40 СУДЬБА ЧЕЛОВЕКА (12+) 12.50 60 МИНУТ (12+) 14.00 ВЕСТИ 14.25 ВЕСТИ. МЕСТНОЕ ВРЕМЯ 14.40 Т/С «МОРОЗОВА» (12+) 17.00 ВЕСТИ. МЕСТНОЕ ВРЕМЯ 17.25 АНДРЕЙ МАЛАХОВ. ПРЯМОЙ ЭФИР (16+) 18.50 60 МИНУТ (12+) 20.00 ВЕСТИ 20.45 ВЕСТИ. МЕСТНОЕ ВРЕМЯ 21.00 Т/С «ЛАСТОЧКА» (12+) 23.45 ВЕЧЕР С ВЛАДИМИРОМ СОЛОВЬЁВЫМ (12+) 02.25 Т/С «ЛЕДНИКОВ» (16+): [293, 1283, 458, 1526]
- channel-logo: ЧЕ: [994, 270, 1163, 294]
- channel-logo: Первый: [118, 270, 288, 294]
- program-listings: 4.05 Т/С «МОСКВА. ТРИ ВОКЗАЛА» (16+) 5.00 Т/С «РУССКИЙ ДУБЛЬ» (16+) 6.00 «ДЕЛОВОЕ УТРО НТВ» (12+) 8.20 Т/С «МУХТАР. НОВЫЙ СЛЕД» (16+) 10.00 «СЕГОДНЯ» 10.20 «МАЛЬЦЕВА» (12+) 11.10 Т/С «УЛИЦЫ РАЗБИТЫХ ФОНАРЕЙ» (16+) 13.00 «СЕГОДНЯ» 13.25 «ОБЗОР. ЧП» 14.00 «МЕСТО ВСТРЕЧИ» (16+) 16.00 «СЕГОДНЯ» 16.30 «МЕСТО ВСТРЕЧИ» (16+) 17.15 «ДНК» (16+) 18.15 Т/С «ШЕФ. ИГРА НА ПОВЫШЕНИЕ» (16+) 19.00 «СЕГОДНЯ» 19.40 Т/С «ШЕФ. ИГРА НА ПОВЫШЕНИЕ» (16+) 21.00 Т/С «СКОРАЯ ПОМОЩЬ» (16+) 23.00 Т/С «ЧЕТВЕРТАЯ СМЕНА» (16+) 00.00 «СЕГОДНЯ» 00.10 «ПОЗДНЯКОВ» (16+) 00.25 Т/С «СВИДЕТЕЛИ» (16+) 01.25 «МЕСТО ВСТРЕЧИ» (16+) 03.20 «ПОЕДЕМ, ПОЕДИМ!»: [468, 297, 637, 634]
- channel-column: [1344, 270, 1513, 912]
- column-divider: [990, 1256, 991, 2223]
- channel-column: [1169, 1256, 1338, 1967]
- channel-logo: ТВ3: [818, 652, 987, 676]
- channel-logo: СТС: [118, 1591, 288, 1615]
- page-header: [118, 98, 1503, 215]
- channel-column: [293, 270, 463, 889]
- channel-grid: [118, 1256, 1513, 2223]
- column-divider: [1166, 270, 1167, 1200]
- program-listings: 5.00 ИЗВЕСТИЯ 5.25 Т/С «БРАТАНЫ - 2» (16+) 9.00 ИЗВЕСТИЯ 9.25 Т/С «БРАТАНЫ - 2» (16+) 13.00 ИЗВЕСТИЯ 13.25 Т/С «БРАТАНЫ - 2» (16+) 17.00 Т/С «БРАТАНЫ - 3» (16+) 18.50 Т/С «СЛЕД» (16+) 19.35 Т/С «СЛЕД» (16+) 20.20 Т/С «СЛЕД» (16+) 21.10 Т/С «СЛЕД» (16+) 22.00 ИЗВЕСТИЯ 22.25 Т/С «СЛЕД» (16+) 23.15 Т/С «СЛЕД» (16+) 00.00 ИЗВЕСТИЯ. ИТОГОВЫЙ ВЫПУСК 00.25 Т/С «КАМЕНСКАЯ» (16+) 01.20 Т/С «КАМЕНСКАЯ» (16+) 02.20 Т/С «КАМЕНСКАЯ» (16+) 03.10 ИЗВЕСТИЯ 03.20 Т/С «КАМЕНСКАЯ» (16+): [1343, 667, 1484, 912]
- program-listings: 4.15 Т/С «ЯСНОВИДЕЦ» (16+) 5.45 ТАЙНЫЕ ЗНАКИ (12+) 6.00 МУЛЬТФИЛЬМЫ 9.20 Т/С «СЛЕПАЯ» (12+) 11.00 Д/С «ГАДАЛКА» (12+) 12.00 НЕ ВРИ МНЕ (12+) 15.00 МИСТИЧЕСКИЕ ИСТОРИИ (16+) 16.00 Д/С «ГАДАЛКА» (12+) 17.00 ЗНАКИ СУДЬБЫ (16+) 17.35 Т/С «СЛЕПАЯ» (12+) 18.40 Т/С «ЛЮЦИФЕР» (16+) 20.30 Т/С «ОБМАНИ МЕНЯ» (12+) 21.15 Т/С «ОБМАНИ МЕНЯ» (12+) 23.00 БЕН СТИЛЛЕР, ВИНС ВОН, ДЖОНА ХИЛЛ, РИЧАРД АЙОАДИ, РОЗМАРИ ДЕУИТТ, УИЛЛ ФОРТЕ, ЭРИН МОРИАРТИ, НИКОЛАС БРАУН, Р. ЛИ ЭРМИ В КОМЕДИИ «ДРУЖИННИКИ» (16+) 01.00 Т/С «ЭЛЕМЕНТАРНО» (16+): [818, 1641, 974, 1885]
- program-listings: 6.00 «СОБЫТИЯ. ИТОГИ» (16+) 6.55 МУЛЬТФИЛЬМЫ 8.00 «УТРЕННИЙ ЭКСПРЕСС» 9.00 Т/С «НЕ ОТРЕКАЮТСЯ ЛЮБЯ...», 1 И 2 СЕРИИ (16+) 10.40 МУЛЬТФИЛЬМЫ 11.40 «ПРОКУРАТУРА. НА СТРАЖЕ ЗАКОНА» (16+) 11.55 «НАСЛЕДНИКИ УРАРТУ» (16+) 12.10 «ПОЕХАЛИ ПО УРАЛУ» (12+) 12.30 «ЖАРА В ВЕГАСЕ» (12+) 13.30 Х/Ф «БЕЛЫЙ ВЗРЫВ» (12+) 14.55 Т/С «НЕ ОТРЕКАЮТСЯ ЛЮБЯ...», 1-4 СЕРИИ (16+) 18.20 «НОВОСТИ ТМК» (16+) 18.30 «РЕЦЕПТ» (16+) 19.00 «СОБЫТИЯ. ИТОГИ ДНЯ» 20.05 «СОБЫТИЯ. СПОРТ» 20.30 «СОБЫТИЯ» 21.00 «НОВОСТИ ТАУ (16+) 21.40 ПАТРУЛЬНЫЙ УЧАСТОК (16+) 23.00 Х/Ф «АНТИСНАЙПЕР» (16+) 00.35 «ПАТРУЛЬНЫЙ УЧАСТОК» (16+) 00.55 НОВОСТИ ТАУ (16+) 01.55 «ПОЕХАЛИ ПО УРАЛУ» (12+) 02.15 «СОБЫТИЯ» (16+) 03.00 «СОБЫТИЯ. ИТОГИ ДНЯ» (16+): [1343, 297, 1510, 634]
- program-listings: 6.00 «НАСТРОЕНИЕ» 8.05 Д/Ф «ДОКТОР И...» (16+) 8.35 Х/Ф «НЕОКОНЧЕННАЯ ПОВЕСТЬ» 10.35 «КОРОЛИ ЭПИЗОДА» (12+) 11.30, 14.30 СОБЫТИЯ 11.50 Т/С «ЧИСТО АНГЛИЙСКОЕ УБИЙСТВО» (12+) 13.40 «МОЙ ГЕРОЙ» (12+) 14.50 ГОРОД НОВОСТЕЙ 15.05 Т/С «ПУАРО АГАТЫ КРИСТИ» (12+) 17.00 «ЕСТЕСТВЕННЫЙ ОТБОР» (12+) 17.50 Т/С «ЖДИТЕ НЕОЖИДАННОГО», 3 И 4 СЕРИИ (12+) 19.40, 22.00, 00.00 СОБЫТИЯ 20.00 «ПЕТРОВКА, 38» (16+) 20.20 «ПРАВО ГОЛОСА» (16+) 22.30 «ОСТОРОЖНО, МОШЕННИКИ!» (16+) 23.05 «ПРОЩАНИЕ» (16+) 00.30 «СОВЕТСКИЕ МАФИИ» (16+) 01.25 «ОБЛОЖКА» (16+) 02.00 Т/С «ЧИСТО АНГЛИЙСКОЕ УБИЙСТВО» (12+) 03.25 ДОКУМ. ФИЛЬМ (12+): [818, 1283, 982, 1608]
- section-title: ТВ программа: [1021, 123, 1352, 179]
- channel-logo: РОССИЯ К: [643, 270, 812, 294]
- logo-main-word: ВЕСТИ: [248, 127, 448, 188]
- channel-column: [643, 1256, 812, 1898]
- column-divider: [640, 270, 641, 1200]
- channel-column: [293, 1256, 463, 1793]
- program-listings: 5.00 УТРО РОССИИ 9.00 ВЕСТИ 9.15 УТРО РОССИИ 9.55 О САМОМ ГЛАВНОМ (12+) 11.00 ВЕСТИ 11.25 ВЕСТИ. МЕСТНОЕ ВРЕМЯ 11.40 СУДЬБА ЧЕЛОВЕКА (12+) 12.50 60 МИНУТ (12+) 14.00 ВЕСТИ 14.25 ВЕСТИ. МЕСТНОЕ ВРЕМЯ 14.40 Т/С «МОРОЗОВА» (12+) 17.00 ВЕСТИ. МЕСТНОЕ ВРЕМЯ 17.25 АНДРЕЙ МАЛАХОВ. ПРЯМОЙ ЭФИР (16+) 18.50 60 МИНУТ (12+) 20.00 ВЕСТИ 20.45 ВЕСТИ. МЕСТНОЕ ВРЕМЯ 21.00 Т/С «ЛАСТОЧКА» (12+) 23.45 ВЕЧЕР С ВЛАДИМИРОМ СОЛОВЬЁВЫМ (12+) 02.25 Т/С «ЛЕДНИКОВ» (16+): [293, 297, 458, 540]
- channel-logo: РОССИЯ 1: [293, 1256, 463, 1280]
- column-divider: [1166, 1256, 1167, 2223]
- channel-logo: НТВ: [468, 1256, 638, 1280]
- channel-logo: 4: [293, 1533, 463, 1557]
- channel-logo: РЕН: [468, 1626, 638, 1650]
- channel-logo: МАТЧ!: [1169, 270, 1338, 294]
- channel-logo: РЕН: [468, 640, 638, 664]
- program-listings: 6.00 СЕГОДНЯ УТРОМ 8.00 Д/Ф «ЗВЕЗДНЫЙ ОТРЯД» (12+) 8.35 Х/Ф «Я ОБЪЯВЛЯЮ ВАМ ВОЙНУ» (16+) (В 9.00 НОВОСТИ ДНЯ) 10.50 Х/Ф «БЕЗ ПРАВА НА ОШИБКУ» (12+) 13.25 Т/С «АНГЕЛЫ ВОЙНЫ» (16+) 18.15 Д/С «ХРОНИКА ПОБЕДЫ» (16+) 18.40 Д/С «СОВЕТСКИЕ ГРУППЫ ВОЙСК. МИССИЯ В ЕВРОПЕ» (12+) 19.35 СКРЫТЫЕ УГРОЗЫ (12+) 20.20 «ЗАГАДКИ ВЕКА» (12+) 21.10 СПЕЦИАЛЬНЫЙ РЕПОРТАЖ (12+) 21.35 ОТКРЫТЫЙ ЭФИР (12+) 23.00 НОВОСТИ ДНЯ 23.15 МЕЖДУ ТЕМ (12+) 23.45 Д/С «ОРУЖИЕ ПЕРВОЙ МИРОВОЙ ВОЙНЫ» (12+) 00.35 Т/С «В ЛЕСАХ ПОД КОВЕЛЕМ»: [993, 620, 1162, 887]
- day-date: [16 октября]: [792, 1213, 935, 1242]
- channel-column: [818, 1256, 987, 1886]
- top-rule: [118, 93, 1503, 95]
- channel-logo: ТНТ УРАЛ: [643, 676, 812, 700]
